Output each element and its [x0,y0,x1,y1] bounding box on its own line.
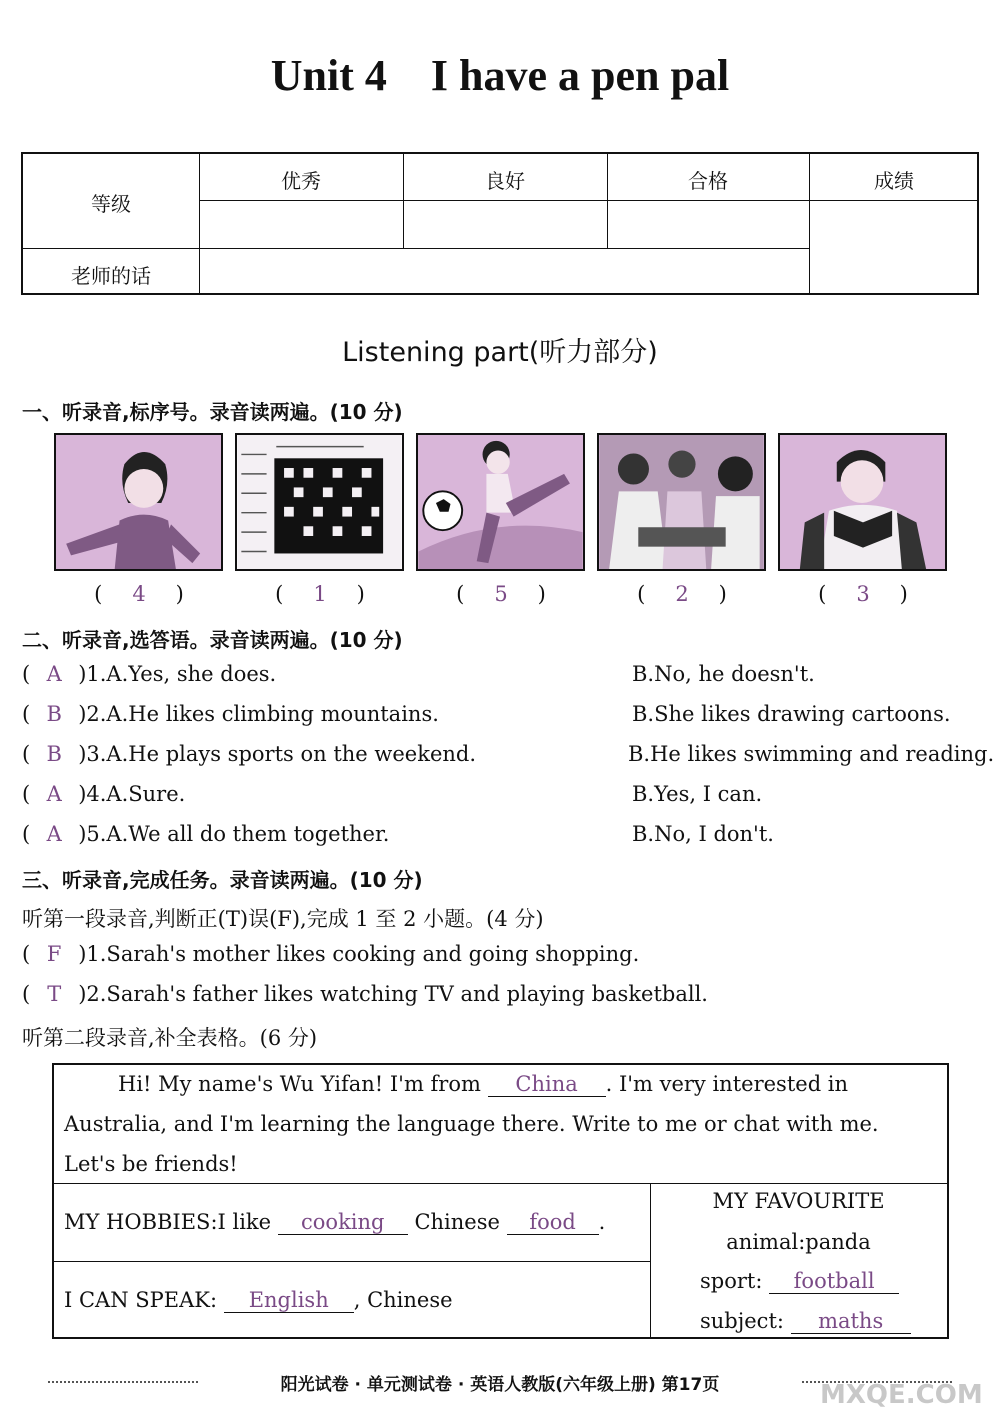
teacher-comment-label: 老师的话 [71,264,151,288]
q2-item-2: ( B )2.A.He likes climbing mountains. [22,702,439,726]
letter-line-2: Australia, and I'm learning the language there. Write to me or chat with me. [64,1112,879,1136]
excellent-header: 优秀 [281,169,321,193]
q2-item-5: ( A )5.A.We all do them together. [22,822,390,846]
tf-1-answer[interactable]: F [46,942,62,966]
section2-heading: 二、听录音,选答语。录音读两遍。(10 分) [22,628,403,652]
children-group-photo-picture [597,433,766,571]
q2-1-answer[interactable]: A [46,662,62,686]
favourite-sport: sport: football [700,1269,899,1294]
sport-fill[interactable]: football [769,1269,899,1294]
section1-heading: 一、听录音,标序号。录音读两遍。(10 分) [22,400,403,424]
hobbies-row: MY HOBBIES:I like cooking Chinese food . [64,1210,606,1234]
q2-2-answer[interactable]: B [46,702,62,726]
watermark: MXQE.COM [820,1380,983,1410]
grade-label: 等级 [91,192,131,216]
girl-kung-fu-picture [54,433,223,571]
favourite-animal: animal:panda [726,1230,871,1254]
good-header: 良好 [485,169,525,193]
picture3-answer[interactable]: ( 5 ) [456,582,546,606]
part1-instructions: 听第一段录音,判断正(T)误(F),完成 1 至 2 小题。(4 分) [22,907,544,931]
boy-kicking-ball-picture [416,433,585,571]
footer: 阳光试卷 · 单元测试卷 · 英语人教版(六年级上册) 第17页 [280,1375,720,1395]
page-title [0,50,1000,101]
score-header: 成绩 [874,169,914,193]
pen-pal-form [52,1063,949,1339]
boy-reading-book-picture [778,433,947,571]
q2-item-3: ( B )3.A.He plays sports on the weekend. [22,742,477,766]
hobby-fill[interactable]: cooking [278,1210,408,1235]
q2-5-answer[interactable]: A [46,822,62,846]
tf-item-2: ( T )2.Sarah's father likes watching TV and playing basketball. [22,982,708,1006]
favourite-heading: MY FAVOURITE [712,1189,885,1213]
language-fill[interactable]: English [224,1288,354,1313]
letter-line-1: Hi! My name's Wu Yifan! I'm from China . I'm very interested in [118,1072,849,1096]
section3-heading: 三、听录音,完成任务。录音读两遍。(10 分) [22,868,423,892]
subject-fill[interactable]: maths [791,1309,911,1334]
q2-4-answer[interactable]: A [46,782,62,806]
q2-item-5-option-b: B.No, I don't. [632,822,774,846]
speak-row: I CAN SPEAK: English , Chinese [64,1288,453,1312]
tf-2-answer[interactable]: T [47,982,62,1006]
crossword-puzzle-picture [235,433,404,571]
picture1-answer[interactable]: ( 4 ) [94,582,184,606]
country-fill[interactable]: China [488,1072,606,1097]
favourite-subject: subject: maths [700,1309,911,1334]
q2-item-4: ( A )4.A.Sure. [22,782,186,806]
grade-table [21,152,979,295]
picture4-answer[interactable]: ( 2 ) [637,582,727,606]
food-fill[interactable]: food [507,1210,599,1235]
picture2-answer[interactable]: ( 1 ) [275,582,365,606]
unit-label: Unit 4 [270,51,387,100]
picture5-answer[interactable]: ( 3 ) [818,582,908,606]
q2-item-1-option-b: B.No, he doesn't. [632,662,815,686]
letter-line-3: Let's be friends! [64,1152,238,1176]
listening-heading: Listening part(听力部分) [342,337,658,368]
pass-header: 合格 [688,169,728,193]
q2-item-1: ( A )1.A.Yes, she does. [22,662,277,686]
part2-instructions: 听第二段录音,补全表格。(6 分) [22,1026,318,1050]
tf-item-1: ( F )1.Sarah's mother likes cooking and going shopping. [22,942,640,966]
q2-item-3-option-b: B.He likes swimming and reading. [628,742,995,766]
q2-item-4-option-b: B.Yes, I can. [632,782,763,806]
q2-item-2-option-b: B.She likes drawing cartoons. [632,702,951,726]
q2-3-answer[interactable]: B [46,742,62,766]
unit-name: I have a pen pal [430,51,730,100]
